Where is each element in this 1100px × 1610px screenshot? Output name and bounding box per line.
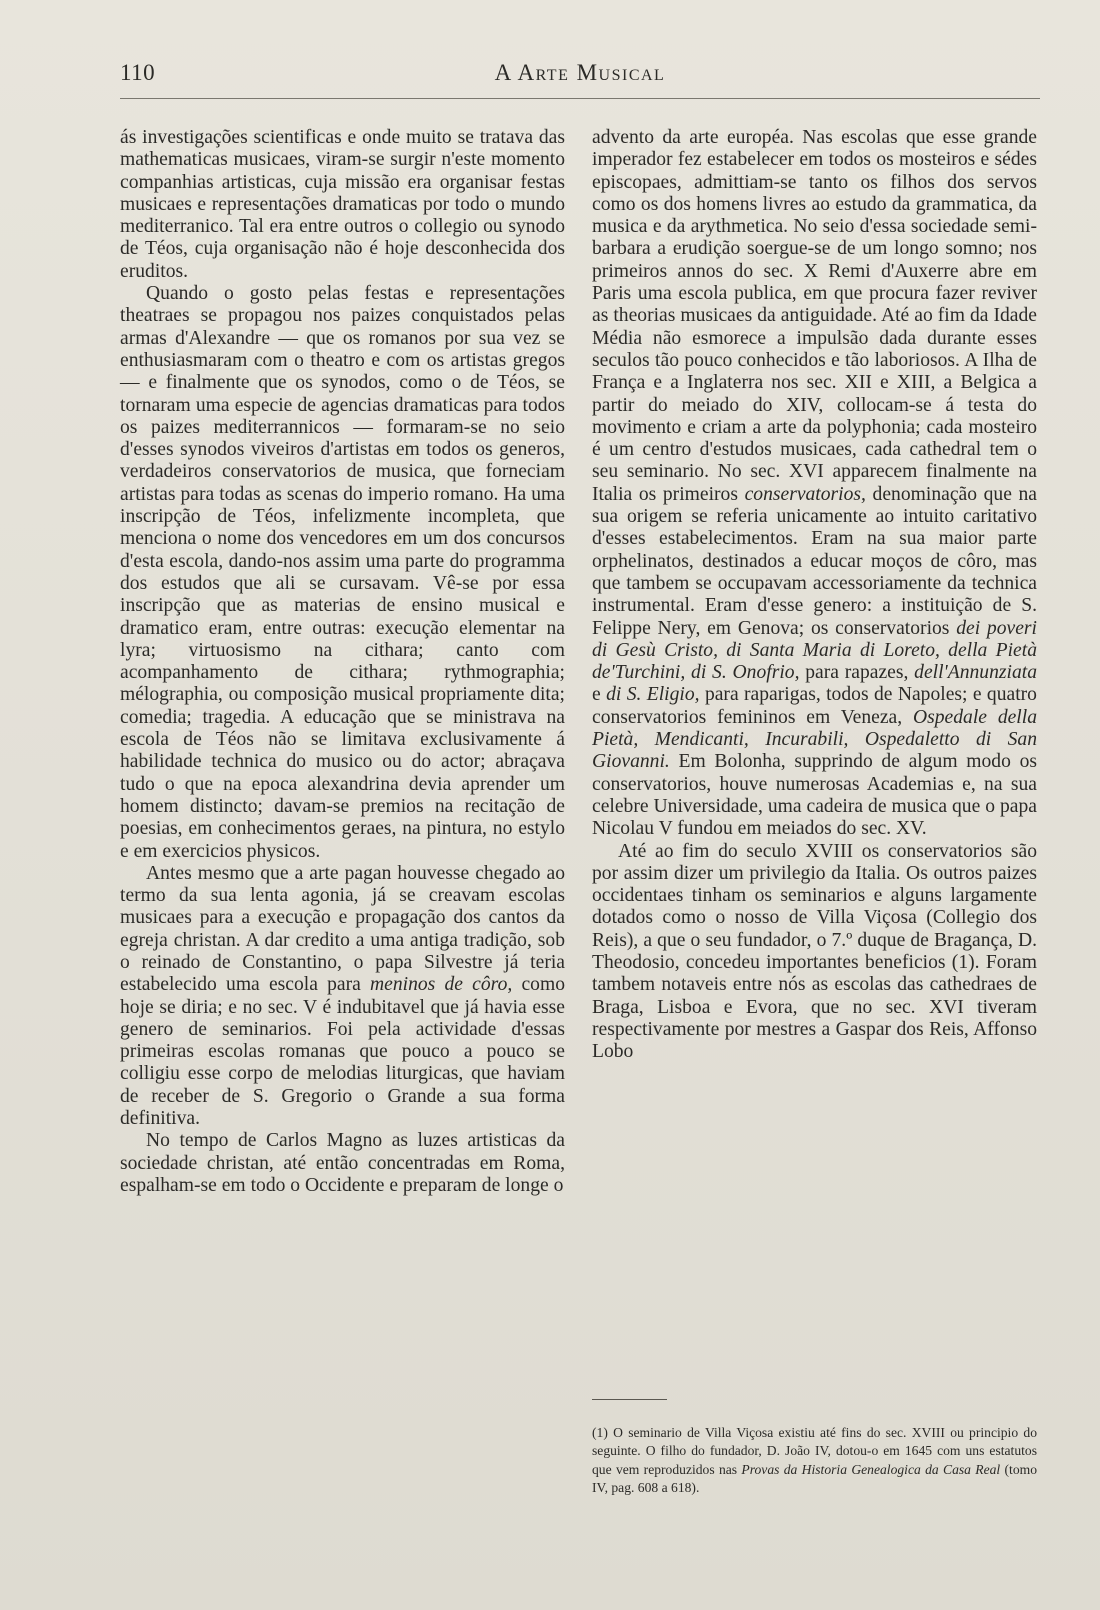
right-column <box>592 127 1037 1063</box>
page-number: 110 <box>120 60 156 85</box>
italic-text: Ospedale della Pietà, Mendicanti, Incurabili, Ospedaletto di San Giovanni. <box>592 706 1037 773</box>
text-run: (1) O seminario de Villa Viçosa existiu até fins do sec. XVIII ou principio do seguinte. O filho do fundador, D. João IV, dotou-o em 1645 com uns estatutos que vem reproduzidos nas <box>592 1425 1037 1477</box>
text-run: Em Bolonha, supprindo de algum modo os conservatorios, houve numerosas Academias e, na sua celebre Universidade, uma cadeira de musica que o papa Nicolau V fundou em meiados do sec. XV. <box>592 751 1037 840</box>
header-rule <box>120 98 1040 99</box>
text-run: denominação que na sua origem se referia unicamente ao intuito caritativo d'esses estabelecimentos. Eram na sua maior parte orphelinatos, destinados a educar moços de côro, mas que tambem se occupavam accessoriamente da technica instrumental. Eram d'esse genero: a instituição de S. Felippe Nery, em Genova; os conservatorios <box>592 483 1037 639</box>
text-run: advento da arte européa. Nas escolas que esse grande imperador fez estabelecer em todos os mosteiros e sédes episcopaes, admittiam-se tanto os filhos dos servos como os dos homens livres ao estudo da grammatica, da musica e da arythmetica. No seio d'essa sociedade semi-barbara a erudição soergue-se de um longo somno; nos primeiros annos do sec. X Remi d'Auxerre abre em Paris uma escola publica, em que procura fazer reviver as theorias musicaes da antiguidade. Até ao fim da Idade Média não esmorece a impulsão dada durante esses seculos tão pouco conhecidos e tão laboriosos. A Ilha de França e a Inglaterra nos sec. XII e XIII, a Belgica a partir do meiado do XIV, collocam-se á testa do movimento e criam a arte da polyphonia; cada mosteiro é um centro d'estudos musicaes, cada cathedral tem o seu seminario. No sec. XVI apparecem finalmente na Italia os primeiros <box>592 127 1037 505</box>
italic-text: conservatorios, <box>744 483 866 505</box>
paragraph: Até ao fim do seculo XVIII os conservatorios são por assim dizer um privilegio da Italia. Os outros paizes occidentaes tinham os seminarios e alguns largamente dotados como o nosso de Villa Viçosa (Collegio dos Reis), a que o seu fundador, o 7.º duque de Bragança, D. Theodosio, concedeu importantes beneficios (1). Foram tambem notaveis entre nós as escolas das cathedraes de Braga, Lisboa e Evora, que no sec. XVI tiveram respectivamente por mestres a Gaspar dos Reis, Affonso Lobo <box>592 840 1037 1063</box>
italic-text: meninos de côro, <box>370 974 513 996</box>
paragraph: ás investigações scientificas e onde muito se tratava das mathematicas musicaes, viram-se surgir n'este momento companhias artisticas, cuja missão era organisar festas musicaes e representações dramaticas por todo o mundo mediterranico. Tal era entre outros o collegio ou synodo de Téos, cuja organisação não é hoje desconhecida dos eruditos. <box>120 127 565 282</box>
italic-text: Provas da Historia Genealogica da Casa Real <box>741 1461 1001 1477</box>
page-header <box>120 58 1040 94</box>
text-run: Antes mesmo que a arte pagan houvesse chegado ao termo da sua lenta agonia, já se creavam escolas musicaes para a execução e propagação dos cantos da egreja christan. A dar credito a uma antiga tradição, sob o reinado de Constantino, o papa Silvestre já teria estabelecido uma escola para <box>120 862 565 996</box>
italic-text: dell'Annunziata <box>914 662 1037 684</box>
footnote-text <box>592 1424 1037 1498</box>
paragraph: No tempo de Carlos Magno as luzes artisticas da sociedade christan, até então concentradas em Roma, espalham-se em todo o Occidente e preparam de longe o <box>120 1130 565 1196</box>
italic-text: di S. Eligio, <box>606 684 700 706</box>
footnote <box>592 1424 1037 1498</box>
left-column <box>120 127 565 1197</box>
text-run: para rapazes, <box>799 662 915 684</box>
running-title: A Arte Musical <box>494 60 666 85</box>
paragraph: Quando o gosto pelas festas e representações theatraes se propagou nos paizes conquistados pelas armas d'Alexandre — que os romanos por sua vez se enthusiasmaram com o theatro e com os artistas gregos — e finalmente que os synodos, como o de Téos, se tornaram uma especie de agencias dramaticas para todos os paizes mediterrannicos — formaram-se no seio d'esses synodos viveiros d'artistas em todos os generos, verdadeiros conservatorios de musica, que forneciam artistas para todas as scenas do imperio romano. Ha uma inscripção de Téos, infelizmente incompleta, que menciona o nome dos vencedores em um dos concursos d'esta escola, dando-nos assim uma parte do programma dos estudos que ali se cursavam. Vê-se por essa inscripção que as materias de ensino musical e dramatico eram, entre outras: execução elementar na lyra; virtuosismo na cithara; canto com acompanhamento de cithara; rythmographia; mélographia, ou composição musical propriamente dita; comedia; tragedia. A educação que se ministrava na escola de Téos não se limitava exclusivamente á habilidade technica do musico ou do actor; abraçava tudo o que na epoca alexandrina devia aprender um homem distincto; davam-se premios na recitação de poesias, em conhecimentos geraes, na pintura, no estylo e em exercicios physicos. <box>120 283 565 862</box>
paragraph <box>120 863 565 1131</box>
text-run: para raparigas, todos de Napoles; e quatro conservatorios femininos em Veneza, <box>592 684 1037 728</box>
footnote-rule <box>592 1399 667 1400</box>
text-run: (tomo IV, pag. 608 a 618). <box>592 1461 1037 1496</box>
text-run: como hoje se diria; e no sec. V é indubitavel que já havia esse genero de seminarios. Foi pela actividade d'essas primeiras escolas romanas que pouco a pouco se colligiu esse corpo de melodias liturgicas, que haviam de receber de S. Gregorio o Grande a sua forma definitiva. <box>120 974 565 1130</box>
italic-text: dei poveri di Gesù Cristo, di Santa Maria di Loreto, della Pietà de'Turchini, di S. Onofrio, <box>592 617 1037 684</box>
paragraph <box>592 127 1037 841</box>
text-run: e <box>592 684 607 706</box>
